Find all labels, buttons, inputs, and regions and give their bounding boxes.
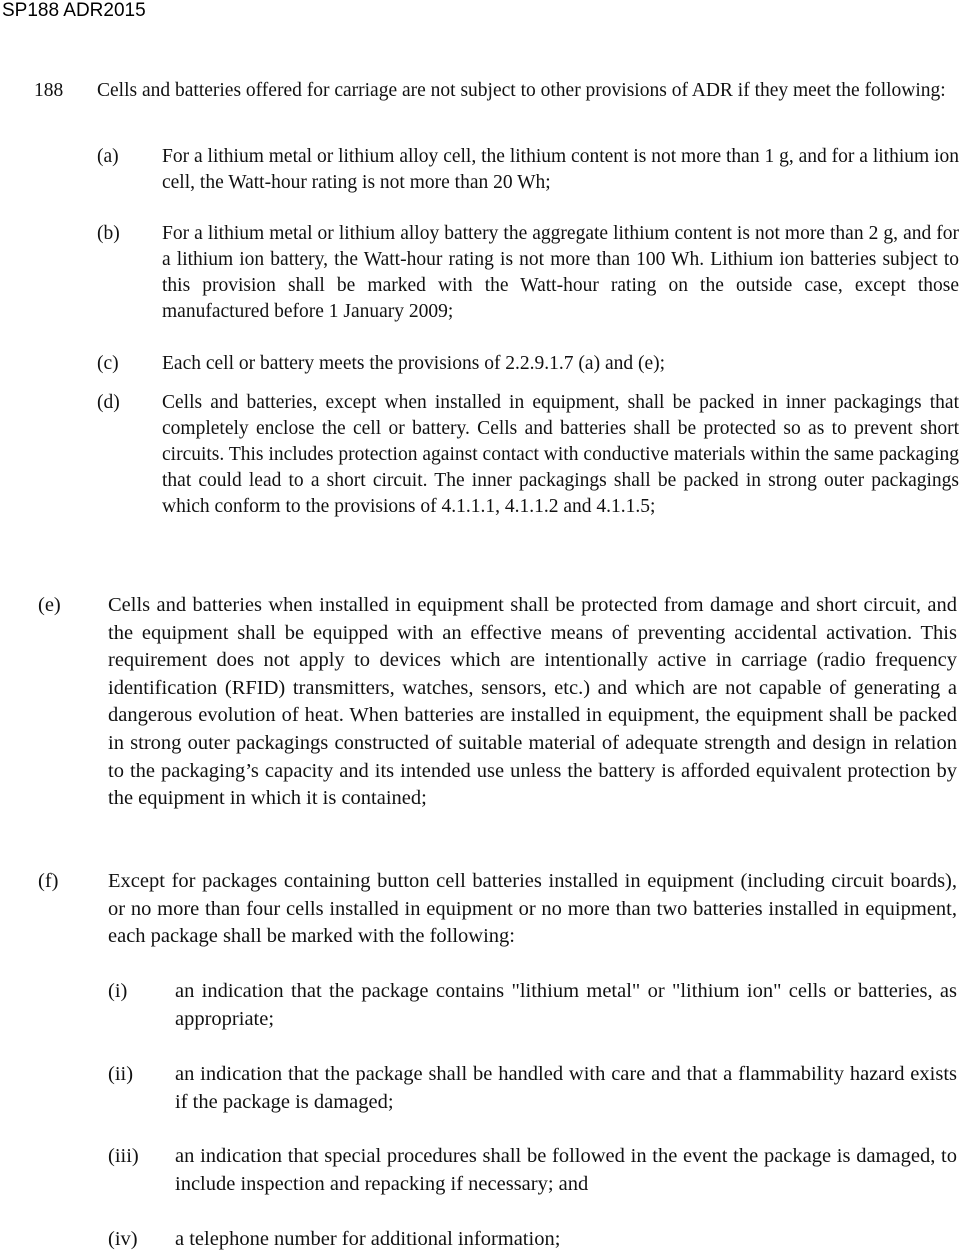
provision-intro: Cells and batteries offered for carriage are not subject to other provisions of ADR if they meet the following:	[97, 80, 946, 101]
item-c-text: Each cell or battery meets the provisions of 2.2.9.1.7 (a) and (e);	[162, 353, 666, 374]
document-header-label: SP188 ADR2015	[2, 0, 146, 21]
subitem-ii-marker: (ii)	[108, 1063, 134, 1085]
item-f-marker: (f)	[38, 870, 59, 892]
subitem-iii-text: an indication that special procedures shall be followed in the event the package is damaged, to include inspection and repacking if necessary; and	[175, 1145, 957, 1195]
subitem-iv-marker: (iv)	[108, 1228, 138, 1250]
item-d-marker: (d)	[97, 392, 120, 413]
provision-number: 188	[34, 80, 64, 101]
subitem-i-marker: (i)	[108, 980, 128, 1002]
subitem-iii-marker: (iii)	[108, 1145, 139, 1167]
item-c-marker: (c)	[97, 353, 119, 374]
item-a-marker: (a)	[97, 146, 119, 167]
item-b-marker: (b)	[97, 223, 120, 244]
item-e-marker: (e)	[38, 594, 61, 616]
item-a-text: For a lithium metal or lithium alloy cell, the lithium content is not more than 1 g, and for a lithium ion cell, the Watt-hour rating is not more than 20 Wh;	[162, 146, 959, 193]
item-b-text: For a lithium metal or lithium alloy battery the aggregate lithium content is not more than 2 g, and for a lithium ion battery, the Watt-hour rating is not more than 100 Wh. Lithium ion batteries subject to this provision shall be marked with the Watt-hour rating on the outside case, except those manufactured before 1 January 2009;	[162, 223, 959, 322]
subitem-ii-text: an indication that the package shall be handled with care and that a flammability hazard exists if the package is damaged;	[175, 1063, 957, 1113]
item-f-text: Except for packages containing button cell batteries installed in equipment (including circuit boards), or no more than four cells installed in equipment or no more than two batteries installed in equipment, each package shall be marked with the following:	[108, 870, 957, 948]
subitem-i-text: an indication that the package contains "lithium metal" or "lithium ion" cells or batteries, as appropriate;	[175, 980, 957, 1030]
item-e-text: Cells and batteries when installed in equipment shall be protected from damage and short circuit, and the equipment shall be equipped with an effective means of preventing accidental activation. This requirement does not apply to devices which are intentionally active in carriage (radio frequency identification (RFID) transmitters, watches, sensors, etc.) and which are not capable of generating a dangerous evolution of heat. When batteries are installed in equipment, the equipment shall be packed in strong outer packagings constructed of suitable material of adequate strength and design in relation to the packaging’s capacity and its intended use unless the battery is afforded equivalent protection by the equipment in which it is contained;	[108, 594, 957, 810]
item-d-text: Cells and batteries, except when installed in equipment, shall be packed in inner packagings that completely enclose the cell or battery. Cells and batteries shall be protected so as to prevent short circuits. This includes protection against contact with conductive materials within the same packaging that could lead to a short circuit. The inner packagings shall be packed in strong outer packagings which conform to the provisions of 4.1.1.1, 4.1.1.2 and 4.1.1.5;	[162, 392, 959, 517]
subitem-iv-text: a telephone number for additional information;	[175, 1228, 561, 1250]
